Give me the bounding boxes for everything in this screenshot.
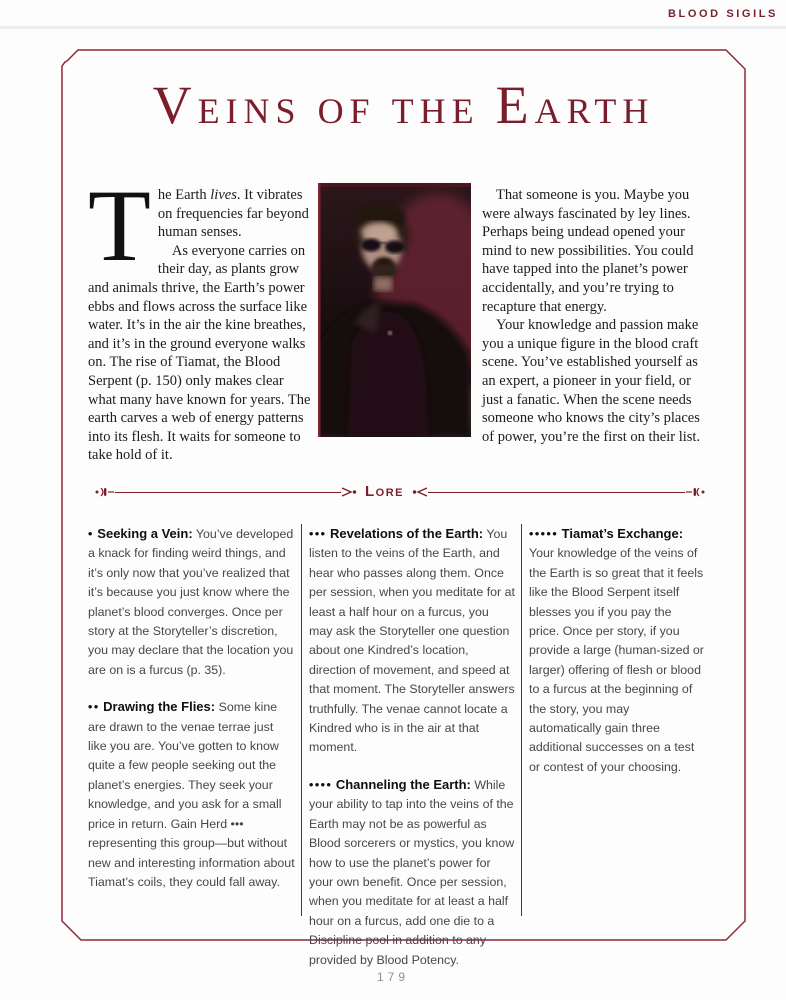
power-text: You’ve developed a knack for finding weird things, and it’s only now that you’ve realized that it’s because you just know where the planet’s blood converges. Once per story at the Storyteller’s discretion, you may declare that the location you are on is a furcus (p. 35). — [88, 527, 294, 677]
column-rule — [301, 524, 302, 916]
power-text: Your knowledge of the veins of the Earth is so great that it feels like the Blood Serpent itself blesses you if you pay the price. Once per story, if you provide a large (human-sized or larger) offering of flesh or blood to a furcus at the beginning of the story, you may automatically gain three additional successes on a test or contest of your choosing. — [529, 546, 704, 774]
divider-arrow-right-icon — [341, 487, 357, 497]
power-dots: • — [88, 527, 94, 541]
divider-arrow-left-icon — [412, 487, 428, 497]
title-word-earth: EARTH — [495, 75, 655, 135]
title-word-veins: VEINS — [152, 75, 302, 135]
powers-column-3 — [529, 524, 705, 794]
power-name: Revelations of the Earth: — [329, 526, 484, 541]
column-rule — [521, 524, 522, 916]
divider-ornament-left-icon — [95, 486, 115, 498]
intro-left-column — [88, 169, 312, 465]
power-item-tiamats-exchange — [529, 524, 705, 777]
portrait-painting — [318, 183, 471, 437]
powers-column-1 — [88, 524, 295, 909]
intro-paragraph-3: That someone is you. Maybe you were always fascinated by ley lines. Perhaps being undead opened your mind to new possibilities. You could have tapped into the planet’s power accidentally, and you’re trying to recapture that energy. — [482, 187, 694, 315]
power-item-revelations-of-the-earth — [309, 524, 515, 758]
title-word-the: THE — [391, 91, 480, 131]
page-kicker: BLOOD SIGILS — [667, 8, 778, 20]
page-number: 179 — [376, 970, 410, 984]
power-name: Drawing the Flies: — [103, 699, 216, 715]
page-title — [62, 74, 745, 136]
power-item-channeling-the-earth — [309, 775, 515, 970]
intro-right-column — [482, 186, 708, 446]
power-item-seeking-a-vein — [88, 524, 295, 680]
power-dots: ••• — [309, 527, 327, 541]
drop-cap: T — [88, 169, 151, 283]
intro-paragraph-1: he Earth lives. It vibrates on frequencies far beyond human senses. — [157, 187, 309, 241]
power-text: Some kine are drawn to the venae terrae just like you are. You’ve gotten to know quite a few people seeking out the planet’s energies. They seek your knowledge, and you ask for a small price in return. Gain Herd ••• representing this group—but without new and interesting information about Tiamat’s coils, they could fall away. — [88, 700, 295, 889]
power-dots: •• — [88, 700, 100, 715]
intro-paragraph-2: As everyone carries on their day, as plants grow and animals thrive, the Earth’s power ebbs and flows across the surface like water. It’s in the air the kine breathes, and it’s in the ground everyone walks on. The rise of Tiamat, the Blood Serpent (p. 150) only makes clear what many have known for years. The earth carves a web of energy patterns into its flesh. It waits for someone to take hold of it. — [88, 242, 311, 464]
power-item-drawing-the-flies — [88, 697, 295, 892]
portrait-image — [318, 183, 471, 437]
powers-section — [88, 524, 705, 967]
divider-ornament-right-icon — [685, 486, 705, 498]
divider-label: Lore — [365, 483, 404, 500]
power-dots: ••••• — [529, 527, 559, 541]
divider-line-right — [428, 492, 685, 493]
power-name: Seeking a Vein: — [97, 526, 193, 541]
title-word-of: OF — [317, 91, 376, 131]
power-text: You listen to the veins of the Earth, and hear who passes along them. Once per session, when you meditate for at least a half hour on a furcus, you may ask the Storyteller one question about one Kindred’s location, direction of movement, and speed at that moment. The Storyteller answers truthfully. The venae cannot locate a Kindred who is in the air at that moment. — [309, 527, 515, 755]
intro-paragraph-4: Your knowledge and passion make you a unique figure in the blood craft scene. You’ve established yourself as an expert, a pioneer in your field, or just a fanatic. When the scene needs someone who knows the city’s places of power, you’re the first on their list. — [482, 317, 701, 445]
power-text: While your ability to tap into the veins of the Earth may not be as powerful as Blood sorcerers or mystics, you know how to use the planet’s power for your own benefit. Once per session, when you meditate for at least a half hour on a furcus, add one die to a Discipline pool in addition to any provided by Blood Potency. — [309, 777, 515, 967]
lore-divider — [95, 484, 705, 500]
divider-line-left — [115, 492, 341, 493]
power-name: Channeling the Earth: — [335, 776, 471, 792]
power-dots: •••• — [309, 777, 333, 792]
powers-column-2 — [309, 524, 515, 987]
power-name: Tiamat’s Exchange: — [561, 526, 684, 541]
